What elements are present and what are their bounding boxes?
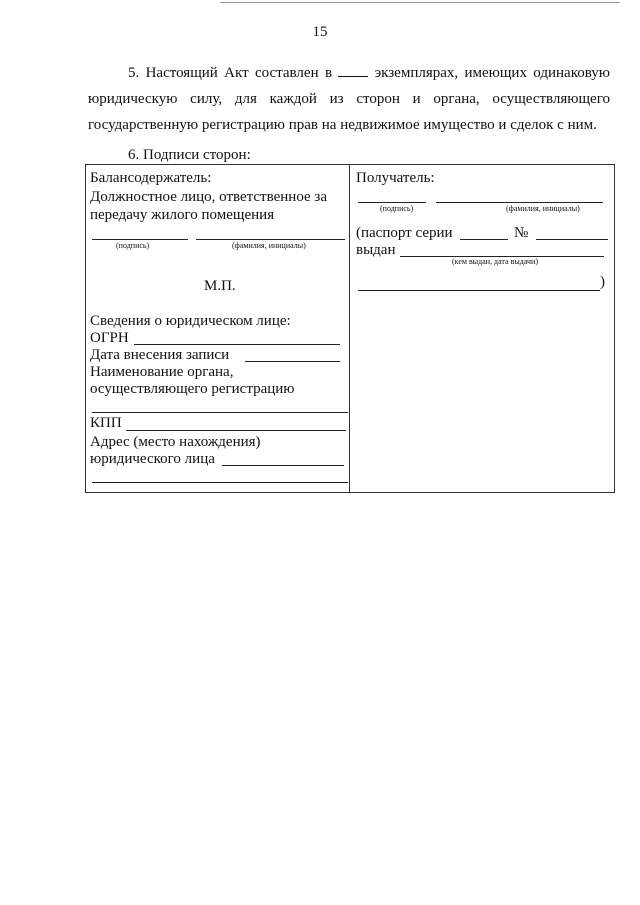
copies-count-field[interactable] [338,62,368,77]
address-field-continued[interactable] [92,482,348,483]
kpp-field[interactable] [126,430,346,431]
right-signature-line[interactable] [358,202,426,203]
address-label-line1: Адрес (место нахождения) [90,434,261,450]
legal-info-heading: Сведения о юридическом лице: [90,313,291,329]
address-label-line2: юридического лица [90,451,215,467]
signatures-table [85,164,615,493]
official-label-line1: Должностное лицо, ответственное за [90,189,327,205]
issued-by-caption: (кем выдан, дата выдачи) [452,257,538,266]
ogrn-label: ОГРН [90,330,129,346]
authority-label-line1: Наименование органа, [90,364,234,380]
address-field[interactable] [222,465,344,466]
right-name-caption: (фамилия, инициалы) [506,204,580,213]
left-signature-caption: (подпись) [116,241,150,250]
top-rule [220,2,620,3]
page-number: 15 [312,24,328,40]
balance-holder-title: Балансодержатель: [90,170,212,186]
passport-series-label: (паспорт серии [356,225,453,241]
clause-5 [88,60,610,138]
authority-field[interactable] [92,412,348,413]
issued-by-field-continued[interactable] [358,290,600,291]
clause-6: 6. Подписи сторон: [128,147,251,163]
official-label-line2: передачу жилого помещения [90,207,275,223]
passport-number-sign: № [514,225,529,241]
column-divider [349,165,350,492]
left-name-line[interactable] [196,239,345,240]
stamp-placeholder: М.П. [204,278,236,294]
ogrn-field[interactable] [134,344,340,345]
right-name-line[interactable] [436,202,603,203]
authority-label-line2: осуществляющего регистрацию [90,381,295,397]
kpp-label: КПП [90,415,122,431]
left-name-caption: (фамилия, инициалы) [232,241,306,250]
clause-5-end: экземплярах, имеющих одинаковую юридическую силу, для каждой из сторон и органа, осуществляющего государственную регистрацию прав на недвижимое имущество и сделок с ним. [88,65,610,133]
record-date-label: Дата внесения записи [90,347,230,363]
left-signature-line[interactable] [92,239,188,240]
recipient-title: Получатель: [356,170,435,186]
passport-series-field[interactable] [460,239,508,240]
closing-parenthesis: ) [600,274,605,290]
issued-by-label: выдан [356,242,396,258]
record-date-field[interactable] [245,361,340,362]
clause-5-start: 5. Настоящий Акт составлен в [128,65,333,81]
passport-number-field[interactable] [536,239,608,240]
right-signature-caption: (подпись) [380,204,414,213]
